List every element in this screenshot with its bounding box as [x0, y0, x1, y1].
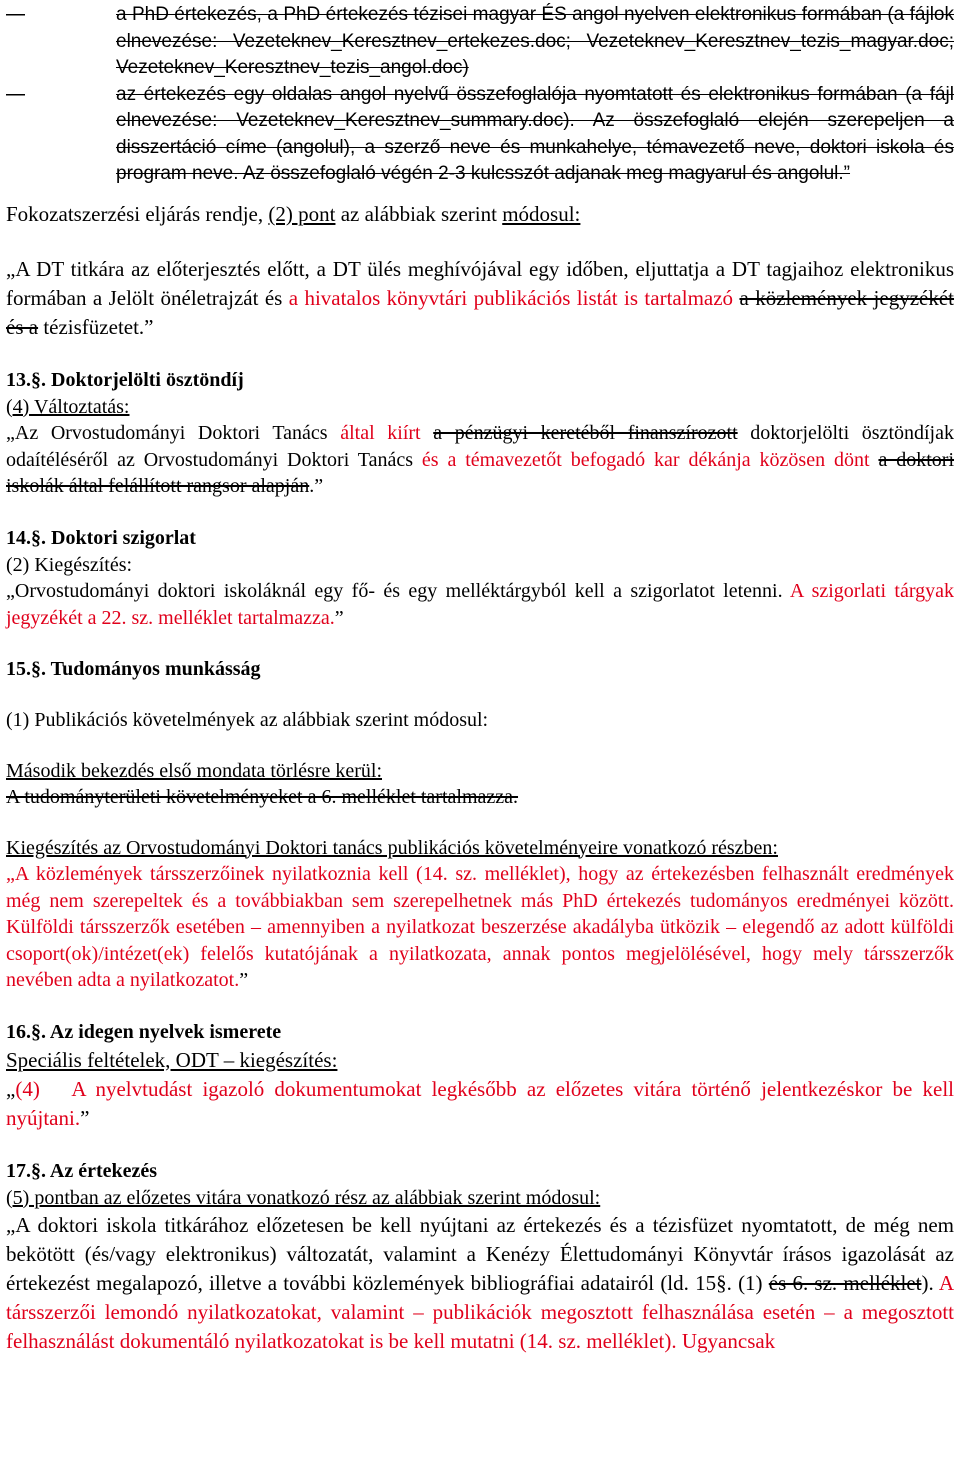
section-15-p3-text: „A közlemények társszerzőinek nyilatkoznia kell (14. sz. melléklet), hogy az értekezésben felhasznált eredmények még nem szerepeltek és a továbbiakban sem szerepelhetnek más PhD értekezés tudományos eredményei között. Külföldi társszerzők esetében – amennyiben a nyilatkozat beszerzése akadályba ütközik – elegendő az adott külföldi csoport(ok)/intézet(ek) felelős kutatójának a nyilatkozata, annak pontos megjelölésével, hogy mely társszerzők nevében adta a nyilatkozatot.”: [6, 863, 954, 991]
section-16-text: „(4) A nyelvtudást igazoló dokumentumokat legkésőbb az előzetes vitára történő jelentkezéskor be kell nyújtani.”: [6, 1076, 954, 1130]
section-13-text: „Az Orvostudományi Doktori Tanács által kiírt a pénzügyi keretéből finanszírozott doktorjelölti ösztöndíjak odaítéléséről az Orvostudományi Doktori Tanács és a témavezetőt befogadó kar dékánja közösen dönt a doktori iskolák által felállított rangsor alapján.”: [6, 422, 954, 497]
list-item-text: a PhD értekezés, a PhD értekezés tézisei magyar ÉS angol nyelven elektronikus formában (a fájlok elnevezése: Vezeteknev_Keresztnev_ertekezes.doc; Vezeteknev_Keresztnev_tezis_magyar.doc; Vezeteknev_Keresztnev_tezis_angol.doc): [116, 4, 954, 78]
section-16-sub: Speciális feltételek, ODT – kiegészítés:: [6, 1047, 338, 1072]
struck-list: [6, 0, 954, 188]
section-15-p3-intro: Kiegészítés az Orvostudományi Doktori tanács publikációs követelményeire vonatkozó részben:: [6, 836, 778, 859]
list-dash: —: [6, 4, 25, 25]
section-17-sub: (5) pontban az előzetes vitára vonatkozó rész az alábbiak szerint módosul:: [6, 1186, 601, 1209]
fokozat-intro: Fokozatszerzési eljárás rendje, (2) pont az alábbiak szerint módosul:: [6, 201, 581, 226]
section-heading-16: 16.§. Az idegen nyelvek ismerete: [6, 1020, 282, 1043]
section-14-sub: (2) Kiegészítés:: [6, 553, 133, 576]
section-14-text: „Orvostudományi doktori iskoláknál egy fő- és egy melléktárgyból kell a szigorlatot letenni. A szigorlati tárgyak jegyzékét a 22. sz. melléklet tartalmazza.”: [6, 580, 955, 629]
list-item: [6, 82, 954, 188]
section-15-p2: Második bekezdés első mondata törlésre kerül:: [6, 759, 382, 782]
fokozat-quote: „A DT titkára az előterjesztés előtt, a DT ülés meghívójával egy időben, eljuttatja a DT tagjaihoz elektronikus formában a Jelölt önéletrajzát és a hivatalos könyvtári publikációs listát is tartalmazó a közlemények jegyzékét és a tézisfüzetet.”: [6, 256, 955, 339]
section-heading-15: 15.§. Tudományos munkásság: [6, 658, 261, 680]
section-15-p1: (1) Publikációs követelmények az alábbiak szerint módosul:: [6, 709, 489, 731]
list-item: [6, 2, 954, 82]
list-item-text: az értekezés egy oldalas angol nyelvű összefoglalója nyomtatott és elektronikus formában (a fájl elnevezése: Vezeteknev_Keresztnev_summary.doc). Az összefoglaló elején szerepeljen a disszertáció címe (angolul), a szerző neve és munkahelye, témavezető neve, doktori iskola és program neve. Az összefoglaló végén 2-3 kulcsszót adjanak meg magyarul és angolul.”: [116, 83, 954, 184]
section-heading-14: 14.§. Doktori szigorlat: [6, 526, 196, 549]
section-heading-13: 13.§. Doktorjelölti ösztöndíj: [6, 368, 244, 391]
section-13-sub: (4) Változtatás:: [6, 395, 130, 418]
section-heading-17: 17.§. Az értekezés: [6, 1159, 158, 1182]
section-15-p2-deleted: A tudományterületi követelményeket a 6. melléklet tartalmazza.: [6, 786, 519, 808]
list-dash: —: [6, 83, 25, 105]
section-17-text: „A doktori iskola titkárához előzetesen be kell nyújtani az értekezés és a tézisfüzet nyomtatott, de még nem bekötött (és/vagy elektronikus) változatát, valamint a Kenézy Élettudományi Könyvtár írásos igazolását az értekezést megalapozó, illetve a további közlemények bibliográfiai adatairól (ld. 15§. (1) és 6. sz. melléklet). A társszerzői lemondó nyilatkozatokat, valamint – publikációk megosztott felhasználása esetén – a megosztott felhasználást dokumentáló nyilatkozatokat is be kell mutatni (14. sz. melléklet). Ugyancsak: [6, 1213, 954, 1353]
